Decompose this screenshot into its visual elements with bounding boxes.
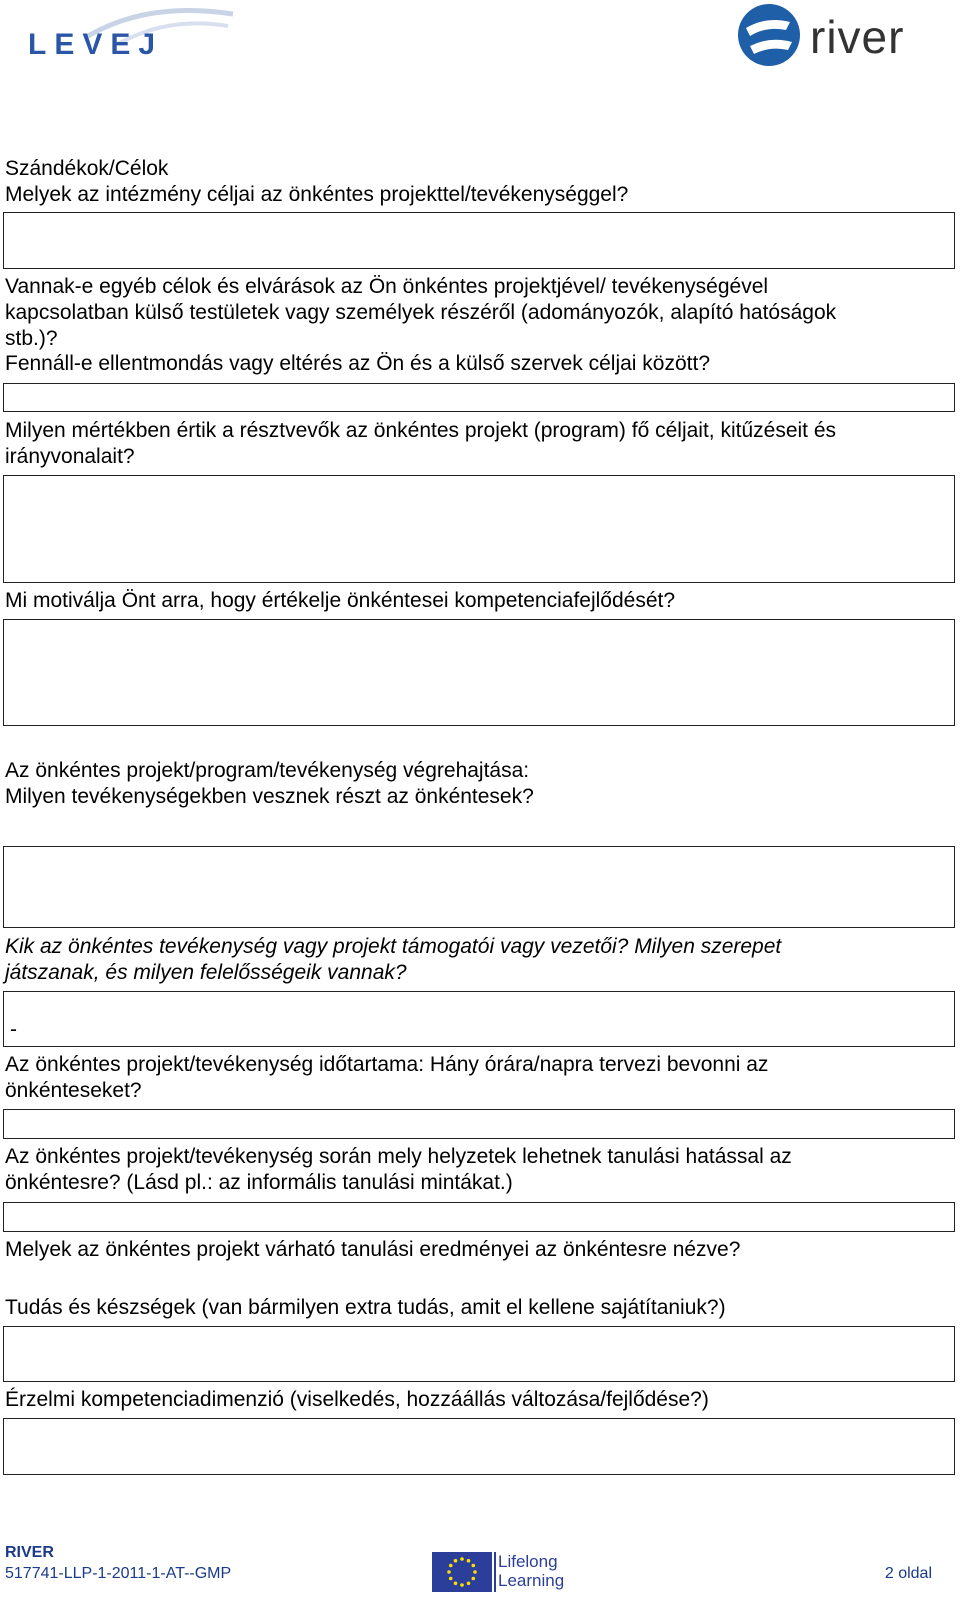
answer-box-9[interactable]: [3, 1202, 955, 1232]
question-11: Tudás és készségek (van bármilyen extra tudás, amit el kellene sajátítaniuk?): [5, 1296, 726, 1319]
program-name-line2: Learning: [498, 1571, 565, 1590]
levej-logo-text: LEVEJ: [28, 28, 164, 61]
question-1: Melyek az intézmény céljai az önkéntes projekttel/tevékenységgel?: [5, 183, 629, 206]
answer-box-6[interactable]: [3, 846, 955, 928]
answer-7-text: -: [10, 1018, 17, 1041]
question-5: Mi motiválja Önt arra, hogy értékelje önkéntesei kompetenciafejlődését?: [5, 589, 676, 612]
footer-project-code: 517741-LLP-1-2011-1-AT--GMP: [5, 1565, 232, 1582]
answer-box-12[interactable]: [3, 1418, 955, 1475]
question-2: Vannak-e egyéb célok és elvárások az Ön önkéntes projektjével/ tevékenységével kapcsolatban külső testületek vagy személyek részéről (adományozók, alapító hatóságok stb.)?: [5, 275, 837, 350]
river-logo-text: river: [810, 11, 905, 63]
question-10: Melyek az önkéntes projekt várható tanulási eredményei az önkéntesre nézve?: [5, 1238, 741, 1261]
question-4: Milyen mértékben értik a résztvevők az önkéntes projekt (program) fő céljait, kitűzéseit és irányvonalait?: [5, 419, 837, 468]
footer-org: RIVER: [5, 1544, 54, 1561]
answer-box-8[interactable]: [3, 1109, 955, 1139]
levej-logo: [28, 6, 248, 64]
answer-box-5[interactable]: [3, 619, 955, 726]
section-title-implementation: Az önkéntes projekt/program/tevékenység végrehajtása:: [5, 759, 530, 782]
answer-box-1[interactable]: [3, 212, 955, 269]
answer-box-11[interactable]: [3, 1326, 955, 1382]
question-9: Az önkéntes projekt/tevékenység során mely helyzetek lehetnek tanulási hatással az önkéntesre? (Lásd pl.: az informális tanulási mintákat.): [5, 1145, 792, 1194]
river-logo: [736, 2, 936, 68]
program-name-line1: Lifelong: [498, 1552, 558, 1571]
question-6: Milyen tevékenységekben vesznek részt az önkéntesek?: [5, 785, 534, 808]
question-3: Fennáll-e ellentmondás vagy eltérés az Ön és a külső szervek céljai között?: [5, 352, 711, 375]
answer-box-7[interactable]: [3, 991, 955, 1047]
eu-flag-icon: [432, 1552, 492, 1592]
river-logo-icon: [736, 2, 802, 68]
question-7: Kik az önkéntes tevékenység vagy projekt támogatói vagy vezetői? Milyen szerepet játszanak, és milyen felelősségeik vannak?: [5, 935, 782, 984]
question-12: Érzelmi kompetenciadimenzió (viselkedés, hozzáállás változása/fejlődése?): [5, 1388, 709, 1411]
section-title-goals: Szándékok/Célok: [5, 157, 169, 180]
page-number: 2 oldal: [884, 1565, 932, 1582]
program-divider: [494, 1552, 496, 1592]
answer-box-4[interactable]: [3, 475, 955, 583]
question-8: Az önkéntes projekt/tevékenység időtartama: Hány órára/napra tervezi bevonni az önkénteseket?: [5, 1053, 769, 1102]
answer-box-3[interactable]: [3, 383, 955, 412]
